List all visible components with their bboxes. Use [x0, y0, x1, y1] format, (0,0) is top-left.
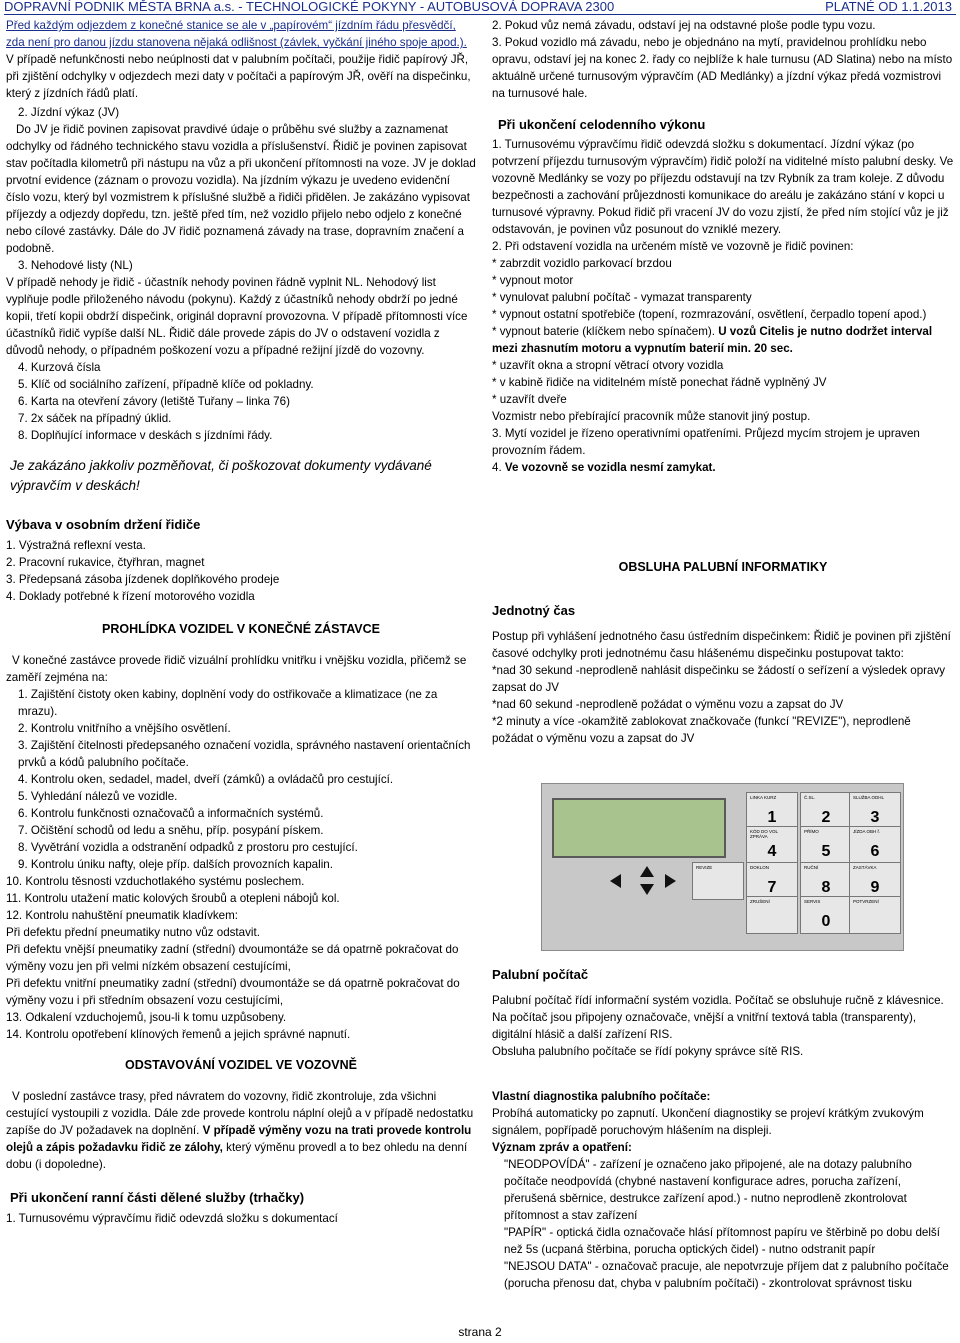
list-item: 3. Předepsaná zásoba jízdenek doplňkového prodeje — [6, 573, 280, 586]
list-item: * v kabině řidiče na viditelném místě ponechat řádně vyplněný JV — [492, 376, 827, 389]
palubni-text: Palubní počítač řídí informační systém vozidla. Počítač se obsluhuje ručně z klávesnice. Na počítač jsou připojeny označovače, vnější a vnitřní textová tabla (transparenty), digitální hlásič a další zařízení RIS. — [492, 994, 944, 1041]
keypad-key[interactable]: POTVRZENÍ — [849, 896, 901, 934]
celodenni-title: Při ukončení celodenního výkonu — [498, 117, 706, 132]
pneu-line: Při defektu vnitřní pneumatiky zadní (střední) dvoumontáže se dá opatrně pokračovat do výměny vozu i při středním obsazení vozu cestujícími, — [6, 977, 460, 1007]
jv-title: 2. Jízdní výkaz (JV) — [18, 106, 120, 119]
list-item: Vozmistr nebo přebírající pracovník může stanovit jiný postup. — [492, 410, 811, 423]
list-item: 4. Doklady potřebné k řízení motorového vozidla — [6, 590, 255, 603]
pneu-line: Při defektu vnější pneumatiky zadní (střední) dvoumontáže se dá opatrně pokračovat do výměny vozu jen při velmi nízkém obsazení cestujícími, — [6, 943, 459, 973]
intro-blue-text: Před každým odjezdem z konečné stanice se ale v „papírovém“ jízdním řádu přesvědčí, zda není pro danou jízdu stanovena nějaká odlišnost (závlek, vyčkání jiného spoje apod.). — [6, 19, 467, 49]
list-item: * zabrzdit vozidlo parkovací brzdou — [492, 257, 672, 270]
diag-title: Vlastní diagnostika palubního počítače: — [492, 1090, 711, 1103]
list-item: * uzavřít dveře — [492, 393, 567, 406]
palubni-text: Obsluha palubního počítače se řídí pokyny správce sítě RIS. — [492, 1045, 804, 1058]
left-column — [6, 17, 476, 1227]
prohlidka-title: PROHLÍDKA VOZIDEL V KONEČNÉ ZÁSTAVCE — [101, 622, 381, 636]
list-item: 7. Očištění schodů od ledu a sněhu, příp. posypání pískem. — [18, 824, 324, 837]
zprava-item: "PAPÍR" - optická čidla označovače hlásí přítomnost papíru ve štěrbině po dobu delší než 5s (ucpaná štěrbina, porucha optických čidel) - nutno odstranit papír — [504, 1226, 940, 1256]
list-item: 6. Karta na otevření závory (letiště Tuřany – linka 76) — [18, 395, 290, 408]
list-item: 8. Doplňující informace v deskách s jízdními řády. — [18, 429, 273, 442]
list-item: * vynulovat palubní počítač - vymazat transparenty — [492, 291, 752, 304]
onboard-computer-illustration — [541, 783, 904, 951]
palubni-title: Palubní počítač — [492, 967, 589, 982]
list-item: 6. Kontrolu funkčnosti označovačů a informačních systémů. — [18, 807, 324, 820]
jednotny-block — [492, 628, 954, 747]
header-title: DOPRAVNÍ PODNIK MĚSTA BRNA a.s. - TECHNOLOGICKÉ POKYNY - AUTOBUSOVÁ DOPRAVA 2300 — [4, 0, 615, 14]
vybava-title: Výbava v osobním držení řidiče — [6, 517, 201, 532]
jv-text: Do JV je řidič povinen zapisovat pravdivé údaje o průběhu své služby a zaznamenat odchylky od řádného technického stavu vozidla a příslušenství. Řidič je povinen zapisovat stav počítadla kilometrů při nástupu na vůz a při ukončení přítomnosti na voze. JV je doklad prvotní evidence (záznam o provozu vozidla). Na jízdním výkazu je uvedeno evidenční číslo vozu, který byl vozmistrem k příslušné službě a řidiči přidělen. Je zakázáno vypisovat příjezdy a odjezdy dopředu, tzn. ještě před tím, než vozidlo přijelo nebo odjelo z konečné nebo cílové zastávky. Dále do JV řidič poznamená závady na trase, dopravním značení a podobně. — [6, 123, 476, 255]
list-item: * vypnout motor — [492, 274, 574, 287]
diag-text: Probíhá automaticky po zapnutí. Ukončení diagnostiky se projeví krátkým zvukovým signálem, popřípadě poruchovým hlášením na displeji. — [492, 1107, 924, 1137]
list-item: 1. Zajištění čistoty oken kabiny, doplnění vody do ostřikovače a klimatizace (ne za mrazu). — [18, 688, 438, 718]
zprava-item: "NEODPOVÍDÁ" - zařízení je označeno jako připojené, ale na dotazy palubního počítače neodpovídá (chybné nastavení konfigurace adres, porucha zařízení, přerušená sběrnice, destrukce zařízení apod.) - nutno neprodleně zkontrolovat přítomnost a stav zařízení — [504, 1158, 912, 1222]
zprava-item: "NEJSOU DATA" - označovač pracuje, ale nepotvrzuje příjem dat z palubního počítače (porucha přenosu dat, chyba v palubním počítači) - zkontrolovat správnost tisku — [504, 1260, 949, 1290]
odstav-title: ODSTAVOVÁNÍ VOZIDEL VE VOZOVNĚ — [125, 1058, 357, 1072]
obsluha-title: OBSLUHA PALUBNÍ INFORMATIKY — [618, 560, 828, 574]
jednotny-title: Jednotný čas — [492, 603, 576, 618]
keypad-key[interactable]: KÓD DO VOL ZPRÁVA 4 — [746, 826, 798, 864]
keypad-key[interactable]: REVIZE — [692, 862, 744, 900]
page-number: strana 2 — [458, 1325, 502, 1339]
list-item: *2 minuty a více -okamžitě zablokovat značkovače (funkcí "REVIZE"), neprodleně požádat o výměnu vozu a zapsat do JV — [492, 715, 911, 745]
arrow-right-icon — [665, 874, 676, 888]
keypad-key[interactable]: ZASTÁVKA 9 — [849, 862, 901, 900]
list-item: 2. Kontrolu vnitřního a vnějšího osvětlení. — [18, 722, 231, 735]
list-item: * uzavřít okna a stropní větrací otvory vozidla — [492, 359, 724, 372]
keypad-key[interactable]: Č.SL. 2 — [800, 792, 852, 830]
baterie-text: * vypnout baterie (klíčkem nebo spínačem). — [492, 325, 715, 338]
right-column — [492, 17, 954, 476]
list-item: *nad 60 sekund -neprodleně požádat o výměnu vozu a zapsat do JV — [492, 698, 844, 711]
list-item: 7. 2x sáček na případný úklid. — [18, 412, 172, 425]
celodenni-text: 1. Turnusovému výpravčímu řidič odevzdá složku s dokumentací. Jízdní výkaz (po potvrzení příjezdu turnusovým výpravčím) řidič položí na viditelné místo palubní desky. Ve vozovně Medlánky se vozy po příjezdu odstavují na tzv Rybník za tram koleje. Z důvodu bezpečnosti a zachování průjezdnosti komunikace do areálu je zakázáno stání v kopci u turnusové výpravny. Pokud řidič při vracení JV do vozu zjistí, že před ním stojící vůz je již odstavován, je povinen vůz posunout do vzniklé mezery. — [492, 138, 954, 236]
zamykat-num: 4. — [492, 461, 502, 474]
baterie-bold: U vozů Citelis je nutno dodržet interval mezi zhasnutím motoru a vypnutím baterií min. 20 sec. — [492, 325, 933, 355]
list-item: 1. Turnusovému výpravčímu řidič odevzdá složku s dokumentací — [6, 1212, 338, 1225]
nl-text: V případě nehody je řidič - účastník nehody povinen řádně vyplnit NL. Nehodový list vyplňuje podle přiloženého návodu (pokynu). Každý z účastníků nehody obdrží po jedné kopii, třetí kopii obdrží dispečink, originál dopravní provozovna. V případě přítomnosti více účastníků řidič vypíše další NL. Řidič dále provede zápis do JV o odstavení vozidla z důvodů nehody, o případném poškození vozu a případné režijní jízdě do vozovny. — [6, 276, 468, 357]
list-item: 2. Pokud vůz nemá závadu, odstaví jej na odstavné ploše podle typu vozu. — [492, 19, 876, 32]
list-item: 1. Výstražná reflexní vesta. — [6, 539, 146, 552]
pneu-line: Při defektu přední pneumatiky nutno vůz odstavit. — [6, 926, 260, 939]
keypad-key[interactable]: PŘÍMO 5 — [800, 826, 852, 864]
lcd-display — [552, 798, 726, 858]
page-header — [4, 0, 956, 15]
list-item: 5. Vyhledání nálezů ve vozidle. — [18, 790, 178, 803]
keypad-key[interactable]: SERVIS 0 — [800, 896, 852, 934]
header-validity: PLATNÉ OD 1.1.2013 — [825, 0, 952, 14]
list-item: 2. Pracovní rukavice, čtyřhran, magnet — [6, 556, 205, 569]
palubni-block — [492, 992, 954, 1292]
nl-title: 3. Nehodové listy (NL) — [18, 259, 133, 272]
keypad-key[interactable]: DOKLON 7 — [746, 862, 798, 900]
keypad-key[interactable]: RUČNÍ 8 — [800, 862, 852, 900]
celodenni-text: 2. Při odstavení vozidla na určeném místě ve vozovně je řidič povinen: — [492, 240, 854, 253]
ranni-title: Při ukončení ranní části dělené služby (trhačky) — [10, 1190, 305, 1205]
list-item: *nad 30 sekund -neprodleně nahlásit dispečinku se žádostí o seřízení a výsledek opravy zapsat do JV — [492, 664, 946, 694]
warning-text: Je zakázáno jakkoliv pozměňovat, či poškozovat dokumenty vydávané výpravčím v deskách! — [10, 458, 432, 493]
list-item: 4. Kurzová čísla — [18, 361, 101, 374]
vyznam-title: Význam zpráv a opatření: — [492, 1141, 632, 1154]
list-item: 13. Odkalení vzduchojemů, jsou-li k tomu uzpůsobeny. — [6, 1011, 287, 1024]
arrow-up-icon — [640, 866, 654, 877]
keypad-key[interactable]: JÍZDA OBH ř. 6 — [849, 826, 901, 864]
zamykat-text: Ve vozovně se vozidla nesmí zamykat. — [504, 461, 716, 474]
list-item: 8. Vyvětrání vozidla a odstranění odpadků z prostoru pro cestující. — [18, 841, 358, 854]
list-item: 3. Pokud vozidlo má závadu, nebo je objednáno na mytí, pravidelnou prohlídku nebo opravu, odstaví jej na konec 2. řady co nejblíže k hale turnusu (AD Slatina) nebo na místo aktuálně určené turnusovým výpravčím (AD Medlánky) a jízdní výkaz předá vozmistrovi na turnusové hale. — [492, 36, 953, 100]
list-item: 3. Zajištění čitelnosti předepsaného označení vozidla, správného nastavení orientačních prvků a kódů palubního počítače. — [18, 739, 471, 769]
list-item: 4. Kontrolu oken, sedadel, madel, dveří (zámků) a ovládačů pro cestující. — [18, 773, 394, 786]
list-item: 5. Klíč od sociálního zařízení, případně klíče od pokladny. — [18, 378, 314, 391]
arrow-left-icon — [610, 874, 621, 888]
list-item: 11. Kontrolu utažení matic kolových šroubů a otepleni nábojů kol. — [6, 892, 340, 905]
odstav-tail: který výměnu provedl a to bez ohledu na denní dobu (i dopoledne). — [6, 1141, 468, 1171]
arrow-down-icon — [640, 884, 654, 895]
list-item: 9. Kontrolu úniku nafty, oleje příp. dalších provozních kapalin. — [18, 858, 333, 871]
list-item: 3. Mytí vozidel je řízeno operativními opatřeními. Průjezd mycím strojem je upraven provozním řádem. — [492, 427, 920, 457]
jednotny-text: Postup při vyhlášení jednotného času ústředním dispečinkem: Řidič je povinen při zjištění časové odchylky proti jednotnému času hlášenému dispečinku postupovat takto: — [492, 630, 951, 660]
list-item: 14. Kontrolu opotřebení klínových řemenů a jejich správné napnutí. — [6, 1028, 351, 1041]
list-item: 10. Kontrolu těsnosti vzduchotlakého systému poslechem. — [6, 875, 305, 888]
keypad-key[interactable]: SLUŽBA ODHL 3 — [849, 792, 901, 830]
intro-text: V případě nefunkčnosti nebo neúplnosti dat v palubním počítači, použije řidič papírový JŘ, při zjištění odchylky v odjezdech mezi daty v počítači a papírovým JŘ, ověří na dispečinku, který z jízdních řádů platí. — [6, 53, 471, 100]
prohlidka-intro: V konečné zastávce provede řidič vizuální prohlídku vnitřku i vnějšku vozidla, přičemž se zaměří zejména na: — [6, 654, 467, 684]
odstav-bold: V případě výměny vozu na trati provede kontrolu olejů a zápis požadavku řidič ze zálohy, — [6, 1124, 472, 1154]
list-item: 12. Kontrolu nahuštění pneumatik kladívkem: — [6, 909, 239, 922]
list-item: * vypnout ostatní spotřebiče (topení, rozmrazování, osvětlení, čerpadlo topení apod.) — [492, 308, 927, 321]
keypad-key[interactable]: LINKA KURZ 1 — [746, 792, 798, 830]
odstav-text: V poslední zastávce trasy, před návratem do vozovny, řidič zkontroluje, zda všichni cestující vystoupili z vozidla. Dále zde provede kontrolu náplní olejů a v případě nedostatku zapíše do JV požadavek na doplnění. — [6, 1090, 474, 1137]
keypad-key[interactable]: ZRUŠENÍ — [746, 896, 798, 934]
